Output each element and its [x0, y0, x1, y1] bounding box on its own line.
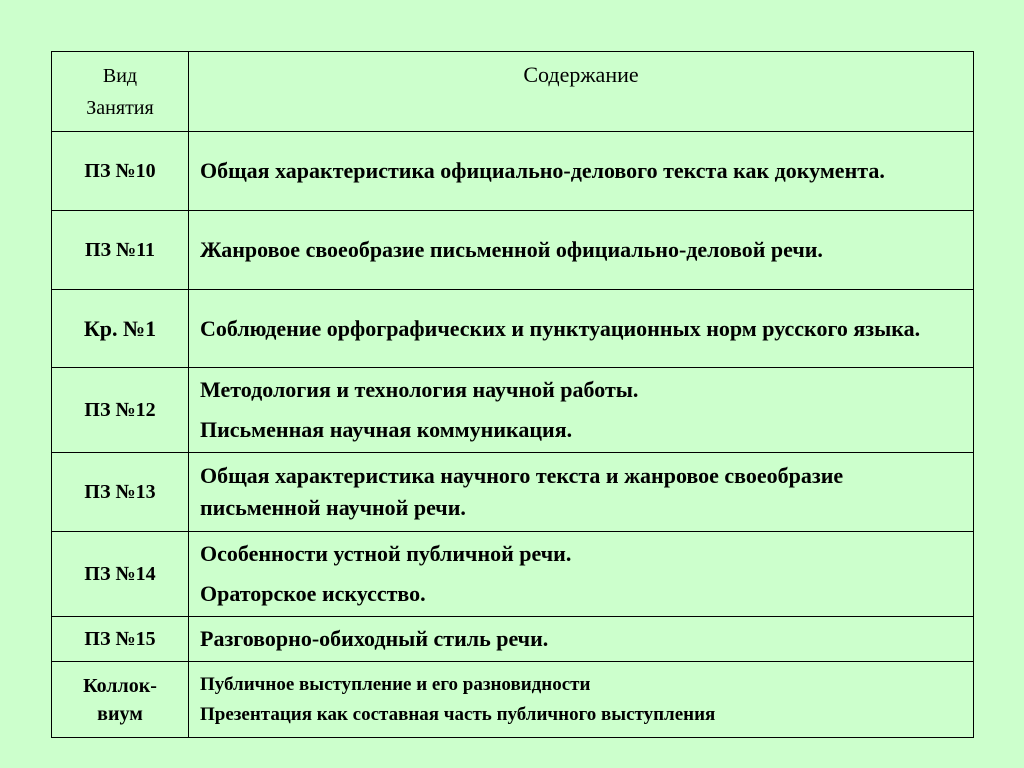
- row-content-line: Соблюдение орфографических и пунктуационных норм русского языка.: [200, 315, 921, 341]
- table-row: [52, 211, 974, 290]
- lessons-table: [51, 51, 974, 738]
- row-type-line: виум: [97, 702, 143, 725]
- row-content-line: Жанровое своеобразие письменной официально-деловой речи.: [200, 237, 823, 262]
- table-row: [52, 290, 974, 368]
- header-type-line1: Вид: [102, 64, 138, 87]
- row-content-line: Публичное выступление и его разновидности: [200, 673, 591, 695]
- row-type: ПЗ №15: [52, 617, 189, 662]
- row-type: ПЗ №10: [52, 132, 189, 211]
- row-content: [189, 290, 974, 368]
- row-content-line: Методология и технология научной работы.: [200, 377, 639, 402]
- row-content: [189, 617, 974, 662]
- row-type: ПЗ №13: [52, 453, 189, 532]
- header-type-line2: Занятия: [86, 96, 154, 119]
- row-content-line: Разговорно-обиходный стиль речи.: [200, 626, 549, 651]
- table-row: [52, 453, 974, 532]
- table-row: [52, 368, 974, 453]
- table-header-row: [52, 52, 974, 132]
- row-type: [52, 662, 189, 738]
- row-content: [189, 132, 974, 211]
- table-row: [52, 662, 974, 738]
- row-type: ПЗ №14: [52, 532, 189, 617]
- row-type-line: Коллок-: [83, 674, 157, 697]
- row-content: [189, 368, 974, 453]
- row-content-line: Презентация как составная часть публичного выступления: [200, 703, 716, 725]
- table-row: [52, 532, 974, 617]
- row-type: Кр. №1: [52, 290, 189, 368]
- row-content-line: Ораторское искусство.: [200, 581, 426, 606]
- row-content: [189, 453, 974, 532]
- row-content-line: Письменная научная коммуникация.: [200, 417, 573, 442]
- row-type: ПЗ №11: [52, 211, 189, 290]
- row-type: ПЗ №12: [52, 368, 189, 453]
- row-content-line: Особенности устной публичной речи.: [200, 541, 572, 566]
- row-content: [189, 532, 974, 617]
- row-content-line: Общая характеристика официально-делового текста как документа.: [200, 158, 885, 183]
- table-row: [52, 617, 974, 662]
- header-content-cell: Содержание: [189, 52, 974, 132]
- row-content-line: Общая характеристика научного текста и жанровое своеобразие письменной научной речи.: [200, 463, 844, 520]
- header-type-cell: [52, 52, 189, 132]
- row-content: [189, 211, 974, 290]
- table-row: [52, 132, 974, 211]
- row-content: [189, 662, 974, 738]
